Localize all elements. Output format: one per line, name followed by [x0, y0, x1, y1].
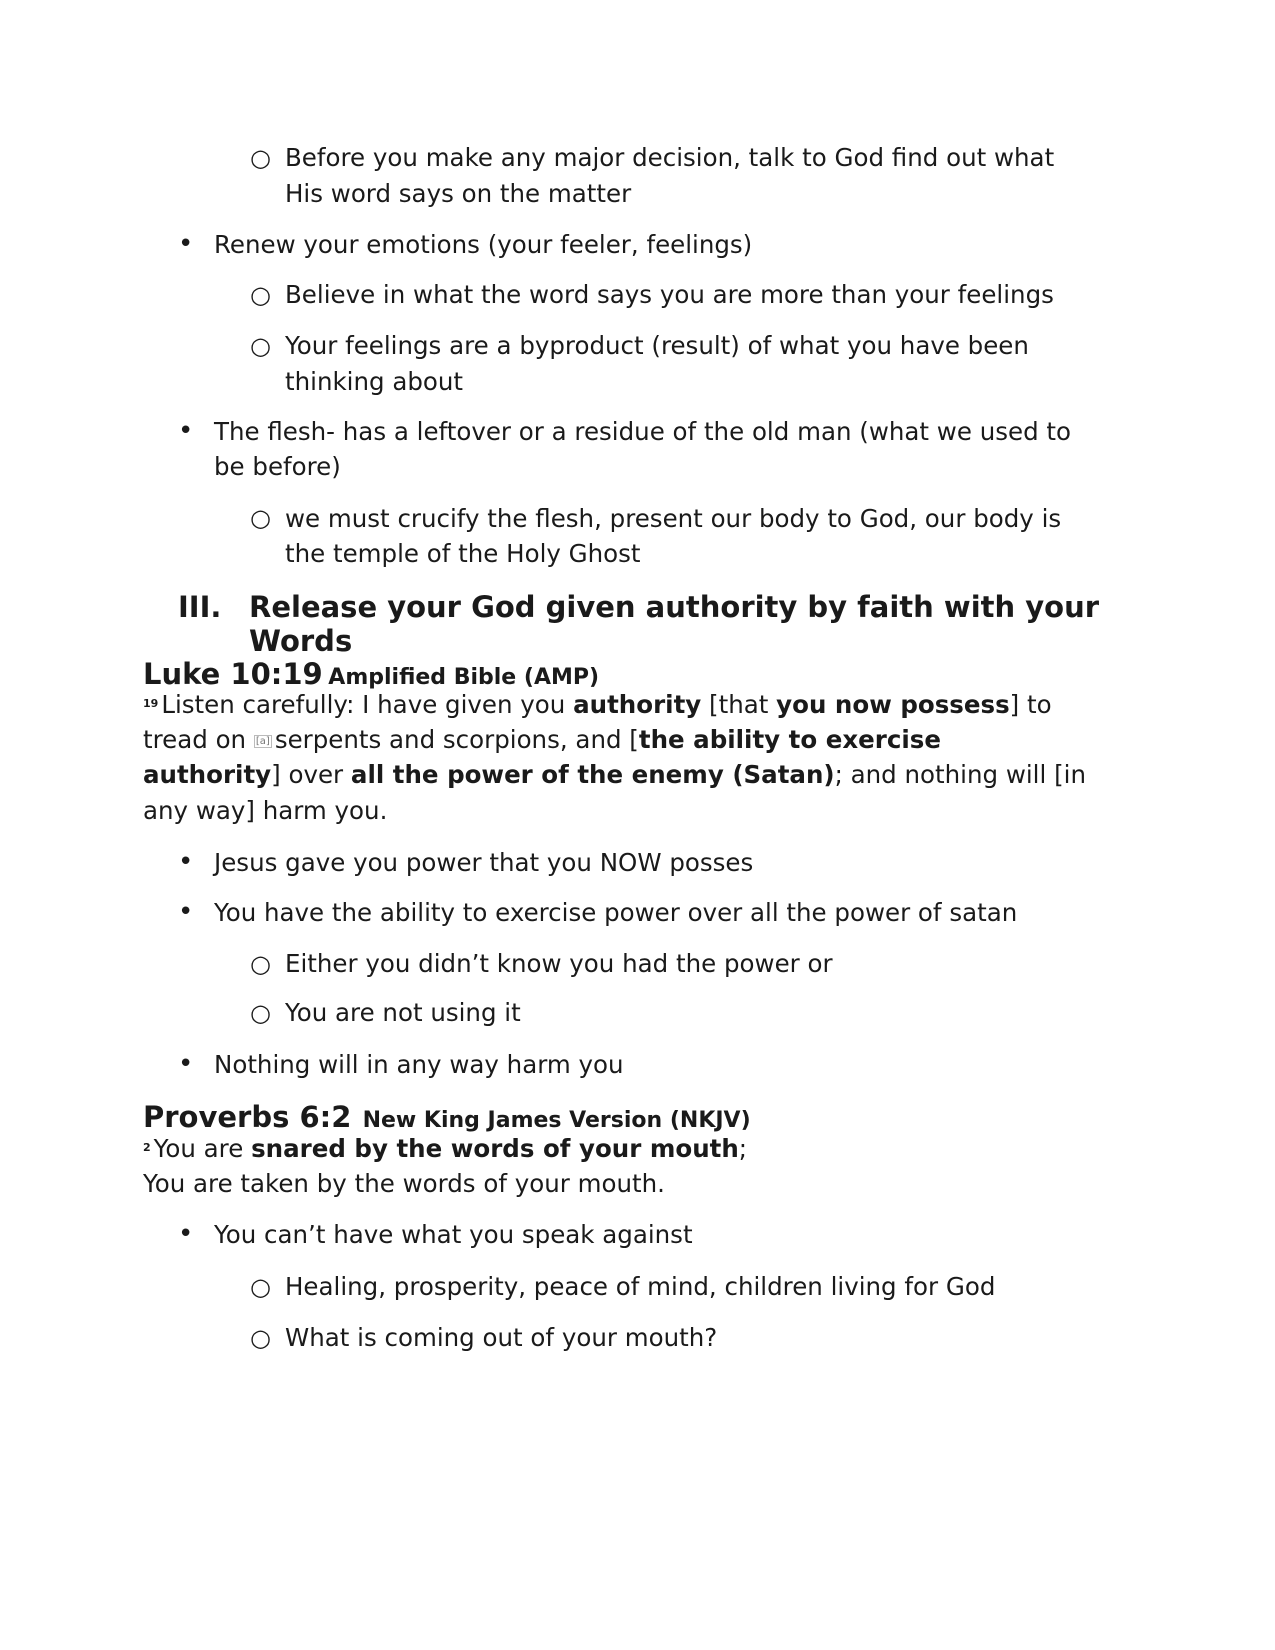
list-item: Before you make any major decision, talk to God find out what [285, 143, 1055, 172]
verse-text: ] over [271, 760, 351, 789]
list-item: You are not using it [285, 998, 521, 1027]
verse-text: ] to [1009, 690, 1052, 719]
reference-version: New King James Version (NKJV) [362, 1108, 751, 1133]
reference-title: Proverbs 6:2 [143, 1100, 352, 1134]
verse-text: serpents and scorpions, and [ [274, 725, 639, 754]
circle-bullet-icon: ○ [250, 1273, 271, 1301]
bullet-icon: • [178, 229, 194, 259]
verse-emphasis: all the power of the enemy (Satan) [350, 760, 835, 789]
circle-bullet-icon: ○ [250, 504, 271, 532]
verse-text: ; and nothing will [in [834, 760, 1086, 789]
verse-line [143, 1166, 665, 1202]
verse-number: 2 [143, 1141, 151, 1154]
circle-bullet-icon: ○ [250, 144, 271, 172]
list-item-cont: His word says on the matter [285, 179, 632, 208]
list-item: What is coming out of your mouth? [285, 1323, 718, 1352]
verse-line [143, 722, 941, 760]
verse-line [143, 1130, 747, 1167]
verse-line [143, 686, 1052, 723]
list-item-cont: the temple of the Holy Ghost [285, 539, 641, 568]
reference-title: Luke 10:19 [143, 657, 323, 691]
circle-bullet-icon: ○ [250, 950, 271, 978]
list-item: Renew your emotions (your feeler, feelings) [214, 230, 753, 259]
verse-emphasis: authority [143, 760, 272, 789]
bullet-icon: • [178, 1049, 194, 1079]
verse-line [143, 793, 387, 829]
verse-emphasis: authority [573, 690, 702, 719]
list-item-cont: thinking about [285, 367, 464, 396]
list-item: Either you didn’t know you had the power or [285, 949, 833, 978]
verse-text: You are [153, 1134, 252, 1163]
list-item: Jesus gave you power that you NOW posses [214, 848, 754, 877]
verse-text: You are taken by the words of your mouth. [143, 1169, 665, 1198]
verse-text: [that [701, 690, 777, 719]
verse-line [143, 757, 1086, 793]
list-item: Believe in what the word says you are more than your feelings [285, 280, 1054, 309]
verse-text: any way] harm you. [143, 796, 388, 825]
verse-emphasis: snared by the words of your mouth [251, 1134, 739, 1163]
list-item-cont: be before) [214, 452, 341, 481]
section-heading-cont: Words [249, 624, 353, 658]
bullet-icon: • [178, 897, 194, 927]
bullet-icon: • [178, 416, 194, 446]
list-item: Nothing will in any way harm you [214, 1050, 624, 1079]
circle-bullet-icon: ○ [250, 281, 271, 309]
verse-text: ; [738, 1134, 748, 1163]
list-item: You can’t have what you speak against [214, 1220, 693, 1249]
verse-emphasis: the ability to exercise [638, 725, 941, 754]
reference-version: Amplified Bible (AMP) [328, 665, 600, 690]
section-number: III. [178, 590, 222, 624]
verse-text: Listen carefully: I have given you [161, 690, 574, 719]
list-item: we must crucify the flesh, present our body to God, our body is [285, 504, 1062, 533]
list-item: Your feelings are a byproduct (result) of what you have been [285, 331, 1029, 360]
verse-text: tread on [143, 725, 254, 754]
list-item: You have the ability to exercise power over all the power of satan [214, 898, 1018, 927]
circle-bullet-icon: ○ [250, 999, 271, 1027]
verse-emphasis: you now possess [776, 690, 1010, 719]
circle-bullet-icon: ○ [250, 1324, 271, 1352]
bullet-icon: • [178, 847, 194, 877]
verse-number: 19 [143, 697, 159, 710]
bullet-icon: • [178, 1219, 194, 1249]
list-item: Healing, prosperity, peace of mind, children living for God [285, 1272, 996, 1301]
list-item: The flesh- has a leftover or a residue of the old man (what we used to [214, 417, 1072, 446]
circle-bullet-icon: ○ [250, 332, 271, 360]
footnote-link[interactable]: [a] [255, 736, 270, 747]
section-heading: Release your God given authority by faith with your [249, 590, 1100, 624]
